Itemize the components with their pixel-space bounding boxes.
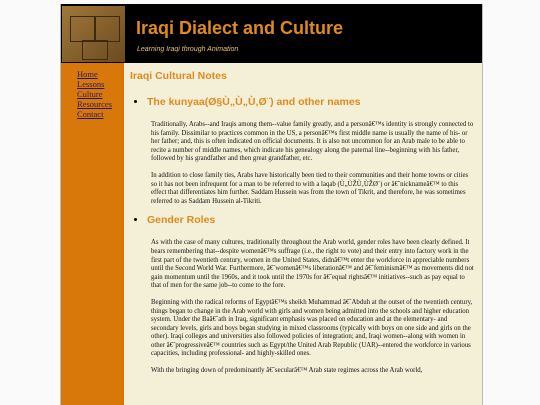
topic-gender-roles — [130, 214, 475, 375]
topic-paragraph: Traditionally, Arabs--and Iraqis among them--value family greatly, and a personâ€™s identity is strongly connected to his family. Dissimilar to practices common in the US, a personâ€™s first middle name is usually the name of his- or her father; and, this is often indicated on official documents. It is also not uncommon for an Arab male to be able to recite a number of middle names, which indicate his genealogy along the paternal line--beginning with his father, followed by his grandfather and then great grandfather, etc. — [151, 121, 474, 163]
site-tagline: Learning Iraqi through Animation — [137, 46, 239, 53]
topic-names — [130, 96, 475, 206]
nav-link-lessons[interactable]: Lessons — [77, 79, 105, 89]
topic-heading: The kunyaa(Ø§Ù„Ù„Ù‚Ø¨) and other names — [147, 96, 361, 108]
nav-item-resources — [77, 99, 112, 109]
site-header — [61, 4, 482, 63]
logo-face-left — [70, 16, 96, 42]
nav-item-home — [77, 69, 112, 79]
main-content — [130, 70, 475, 384]
cube-logo — [62, 6, 125, 62]
nav-item-contact — [77, 109, 112, 119]
topic-paragraph: In addition to close family ties, Arabs have historically been tied to their communities and their home towns or cities so it has not been infrequent for a man to be referred to with a laqab (Ù„ÙŽÙ‚ÙŽØ¨) or â€˜nicknameâ€™ to this effect that differentiates him further. Saddam Hussein was from the town of Tikrit, and therefore, he was sometimes referred to as Saddam Hussein al-Tikriti. — [151, 171, 469, 205]
nav-link-home[interactable]: Home — [77, 69, 98, 79]
sidebar-nav — [77, 69, 112, 119]
bullet-icon — [134, 218, 137, 221]
sidebar — [61, 63, 124, 405]
topic-paragraph: As with the case of many cultures, traditionally throughout the Arab world, gender roles have been clearly defined. It bears remembering that--despite womenâ€™s suffrage (i.e., the right to vote) and their entry into factory work in the first part of the twentieth century, women in the United States, didnâ€™t enter the workforce in appreciable numbers until the Second World War. Furthermore, â€˜womenâ€™s liberationâ€™ and â€˜feminismâ€™ as movements did not gain momentum until the 1960s, and it took until the 1970s for â€˜equal rightsâ€™ initiatives--such as pay equal to that of men for the same job--to come to the fore. — [151, 239, 474, 290]
nav-item-lessons — [77, 79, 112, 89]
site-title: Iraqi Dialect and Culture — [136, 18, 344, 38]
section-title: Iraqi Cultural Notes — [130, 70, 227, 82]
nav-link-culture[interactable]: Culture — [77, 89, 103, 99]
topic-heading: Gender Roles — [147, 214, 216, 227]
nav-item-culture — [77, 89, 112, 99]
page-container — [60, 4, 483, 405]
nav-link-contact[interactable]: Contact — [77, 109, 104, 119]
nav-link-resources[interactable]: Resources — [77, 99, 112, 109]
logo-face-right — [94, 16, 120, 42]
topic-paragraph: Beginning with the radical reforms of Egyptâ€™s sheikh Muhammad â€˜Abduh at the outset of the twentieth century, things began to change in the Arab world with girls and women being admitted into the schools and higher education system. Under the Baâ€˜ath in Iraq, significant emphasis was placed on education and at the elementary- and secondary levels, girls and boys began studying in mixed classrooms (typically with boys on one side and girls on the other). Iraqi colleges and universities also followed policies of integration; and, Iraqi women--along with women in other â€˜progressiveâ€™ countries such as Egypt/the United Arab Republic (UAR)--entered the workforce in various capacities, including professional- and highly-skilled ones. — [151, 298, 473, 358]
logo-face-bottom — [82, 40, 108, 60]
topic-paragraph: With the bringing down of predominantly â€˜secularâ€™ Arab state regimes across the Arab world, — [151, 367, 423, 375]
bullet-icon — [134, 100, 137, 103]
